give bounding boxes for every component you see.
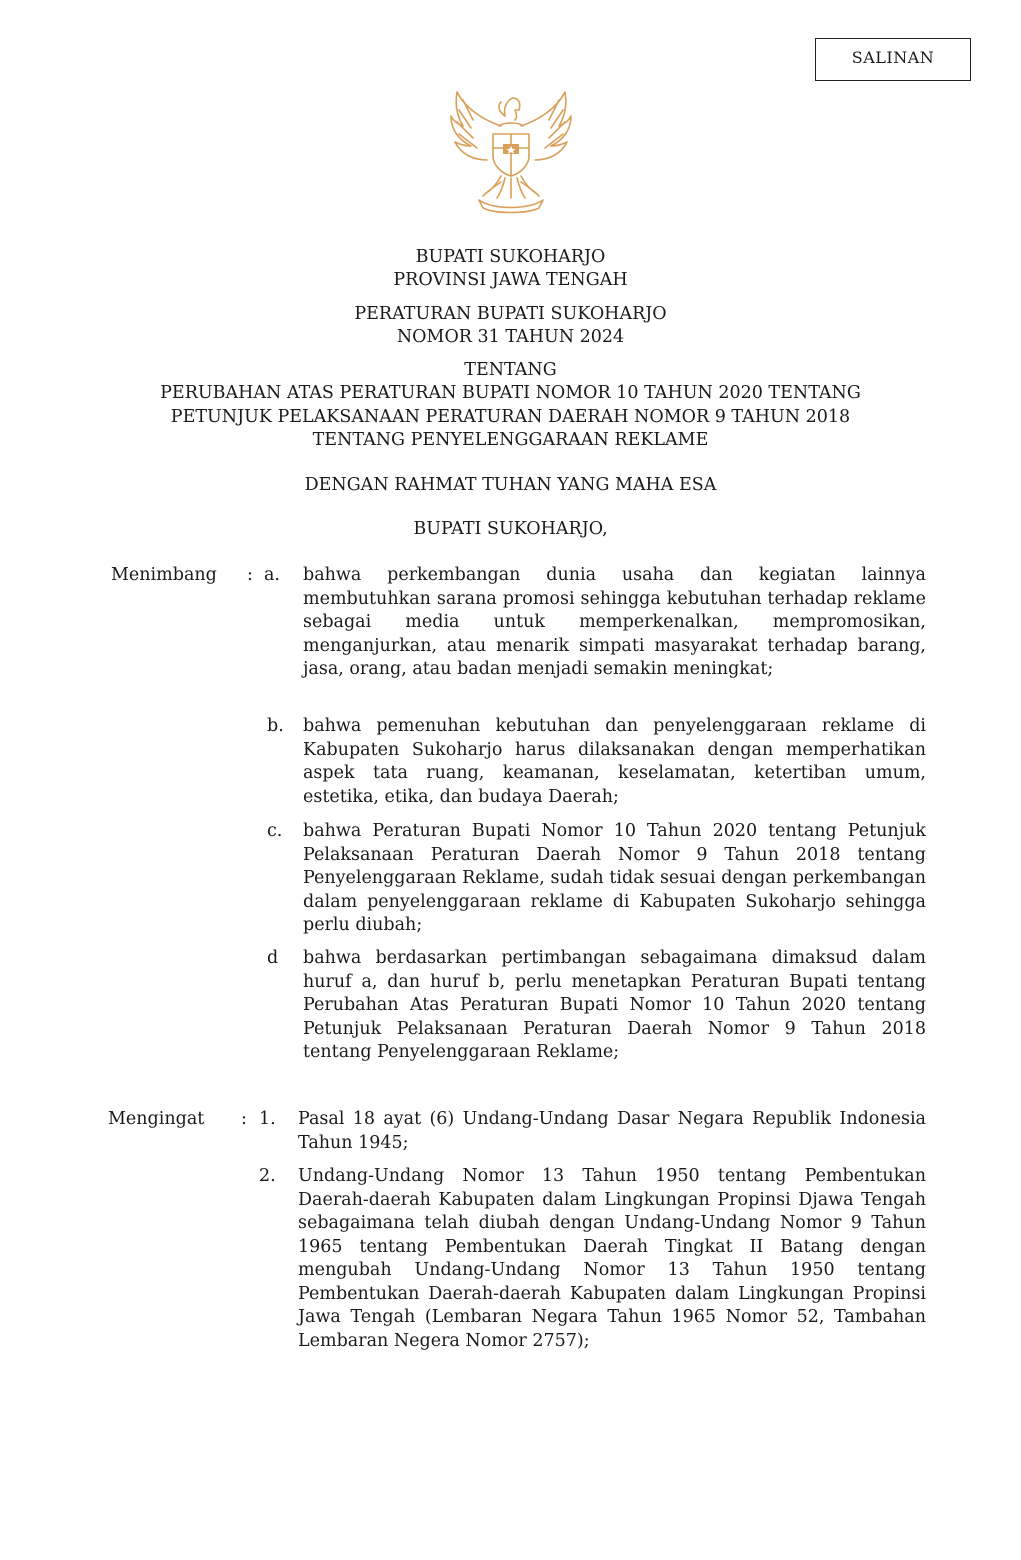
mengingat-marker-1: 1. [259, 1109, 276, 1129]
header-title-line-2: PETUNJUK PELAKSANAAN PERATURAN DAERAH NOMOR 9 TAHUN 2018 [170, 407, 851, 427]
menimbang-item-c: bahwa Peraturan Bupati Nomor 10 Tahun 2020 tentang Petunjuk Pelaksanaan Peraturan Daerah Nomor 9 Tahun 2018 tentang Penyelenggaraan Reklame, sudah tidak sesuai dengan perkembangan dalam penyelenggaraan reklame di Kabupaten Sukoharjo sehingga perlu diubah; [303, 821, 926, 935]
menimbang-marker-d: d [267, 948, 279, 968]
menimbang-marker-a: a. [264, 565, 280, 585]
mengingat-colon: : [241, 1109, 247, 1129]
menimbang-item-d: bahwa berdasarkan pertimbangan sebagaimana dimaksud dalam huruf a, dan huruf b, perlu menetapkan Peraturan Bupati tentang Perubahan Atas Peraturan Bupati Nomor 10 Tahun 2020 tentang Petunjuk Pelaksanaan Peraturan Daerah Nomor 9 Tahun 2018 tentang Penyelenggaraan Reklame; [303, 948, 926, 1062]
menimbang-colon: : [247, 565, 253, 585]
header-tentang: TENTANG [464, 360, 557, 380]
mengingat-item-1: Pasal 18 ayat (6) Undang-Undang Dasar Negara Republik Indonesia Tahun 1945; [298, 1109, 926, 1153]
authority-line: BUPATI SUKOHARJO, [413, 519, 608, 539]
header-title-line-3: TENTANG PENYELENGGARAAN REKLAME [312, 430, 709, 450]
invocation: DENGAN RAHMAT TUHAN YANG MAHA ESA [304, 475, 717, 495]
menimbang-marker-b: b. [267, 716, 284, 736]
mengingat-marker-2: 2. [259, 1166, 276, 1186]
header-regent: BUPATI SUKOHARJO [415, 247, 606, 267]
header-number: NOMOR 31 TAHUN 2024 [396, 327, 625, 347]
mengingat-item-2: Undang-Undang Nomor 13 Tahun 1950 tentang Pembentukan Daerah-daerah Kabupaten dalam Lingkungan Propinsi Djawa Tengah sebagaimana telah diubah dengan Undang-Undang Nomor 9 Tahun 1965 tentang Pembentukan Daerah Tingkat II Batang dengan mengubah Undang-Undang Nomor 13 Tahun 1950 tentang Pembentukan Daerah-daerah Kabupaten dalam Lingkungan Propinsi Jawa Tengah (Lembaran Negara Tahun 1965 Nomor 52, Tambahan Lembaran Negera Nomor 2757); [298, 1166, 926, 1351]
header-regulation: PERATURAN BUPATI SUKOHARJO [354, 304, 667, 324]
mengingat-label: Mengingat [108, 1109, 205, 1129]
header-province: PROVINSI JAWA TENGAH [393, 270, 628, 290]
menimbang-item-b: bahwa pemenuhan kebutuhan dan penyelenggaraan reklame di Kabupaten Sukoharjo harus dilaksanakan dengan memperhatikan aspek tata ruang, keamanan, keselamatan, ketertiban umum, estetika, etika, dan budaya Daerah; [303, 716, 926, 807]
header-title-line-1: PERUBAHAN ATAS PERATURAN BUPATI NOMOR 10 TAHUN 2020 TENTANG [160, 383, 861, 403]
menimbang-label: Menimbang [111, 565, 217, 585]
salinan-stamp: SALINAN [815, 38, 971, 81]
menimbang-marker-c: c. [267, 821, 283, 841]
menimbang-item-a: bahwa perkembangan dunia usaha dan kegiatan lainnya membutuhkan sarana promosi sehingga kebutuhan terhadap reklame sebagai media untuk memperkenalkan, mempromosikan, menganjurkan, atau menarik simpati masyarakat terhadap barang, jasa, orang, atau badan menjadi semakin meningkat; [303, 565, 926, 679]
garuda-emblem-icon [443, 86, 579, 220]
